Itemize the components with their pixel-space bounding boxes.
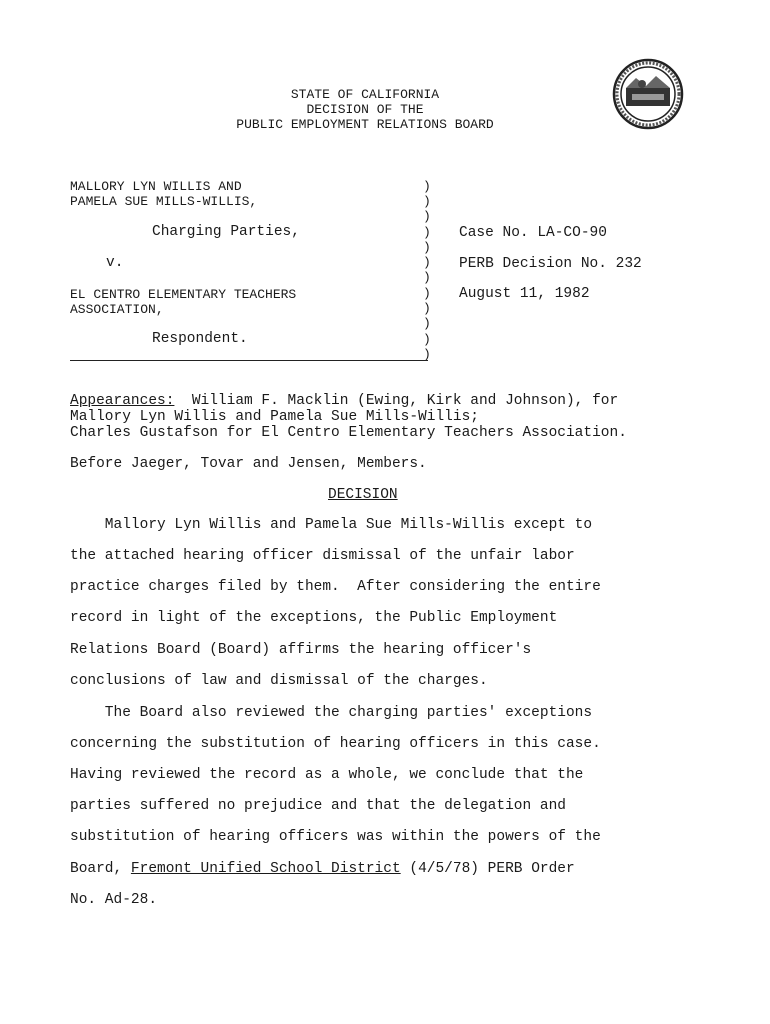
- body-line: substitution of hearing officers was within the powers of the: [70, 829, 601, 845]
- body-line-final: No. Ad-28.: [70, 892, 158, 908]
- body-line: parties suffered no prejudice and that the delegation and: [70, 798, 566, 814]
- appearances-line-3: Charles Gustafson for El Centro Elementary Teachers Association.: [70, 425, 627, 441]
- appearances-label: Appearances:: [70, 393, 175, 409]
- body-line: conclusions of law and dismissal of the charges.: [70, 673, 488, 689]
- decision-date: August 11, 1982: [459, 286, 590, 302]
- caption-paren: ): [423, 209, 431, 224]
- party2-line-1: EL CENTRO ELEMENTARY TEACHERS: [70, 287, 297, 302]
- caption-paren: ): [423, 286, 431, 301]
- caption-paren: ): [423, 332, 431, 347]
- caption-paren: ): [423, 270, 431, 285]
- caption-paren: ): [423, 194, 431, 209]
- header-line-3: PUBLIC EMPLOYMENT RELATIONS BOARD: [236, 117, 494, 132]
- caption-paren: ): [423, 316, 431, 331]
- citation-suffix: (4/5/78) PERB Order: [400, 861, 575, 877]
- party2-line-2: ASSOCIATION,: [70, 302, 164, 317]
- before-line: Before Jaeger, Tovar and Jensen, Members.: [70, 456, 427, 472]
- body-line: Relations Board (Board) affirms the hearing officer's: [70, 642, 532, 658]
- header-line-1: STATE OF CALIFORNIA: [290, 87, 440, 102]
- perb-decision-number: PERB Decision No. 232: [459, 256, 642, 272]
- appearances-text: William F. Macklin (Ewing, Kirk and Johnson), for: [174, 393, 619, 409]
- party1-line-1: MALLORY LYN WILLIS AND: [70, 179, 242, 194]
- body-line: practice charges filed by them. After considering the entire: [70, 579, 601, 595]
- caption-paren: ): [423, 347, 431, 362]
- header-line-2: DECISION OF THE: [306, 102, 424, 117]
- body-line: The Board also reviewed the charging parties' exceptions: [70, 705, 593, 721]
- caption-paren: ): [423, 301, 431, 316]
- body-line: Mallory Lyn Willis and Pamela Sue Mills-Willis except to: [70, 517, 593, 533]
- appearances-line-1: [70, 393, 618, 409]
- caption-rule: [70, 360, 428, 361]
- versus: v.: [106, 255, 124, 271]
- body-line-citation: [70, 861, 575, 877]
- caption-paren: ): [423, 255, 431, 270]
- case-number: Case No. LA-CO-90: [459, 225, 607, 241]
- case-citation: Fremont Unified School District: [130, 861, 401, 877]
- body-line: Having reviewed the record as a whole, we conclude that the: [70, 767, 584, 783]
- body-line: record in light of the exceptions, the Public Employment: [70, 610, 558, 626]
- body-line: concerning the substitution of hearing officers in this case.: [70, 736, 601, 752]
- appearances-line-2: Mallory Lyn Willis and Pamela Sue Mills-Willis;: [70, 409, 479, 425]
- caption-paren: ): [423, 225, 431, 240]
- state-seal-icon: [612, 58, 684, 130]
- party1-line-2: PAMELA SUE MILLS-WILLIS,: [70, 194, 258, 209]
- citation-prefix: Board,: [70, 861, 131, 877]
- decision-heading: DECISION: [328, 487, 398, 503]
- party2-role: Respondent.: [152, 331, 248, 347]
- body-line: the attached hearing officer dismissal of the unfair labor: [70, 548, 575, 564]
- party1-role: Charging Parties,: [152, 224, 300, 240]
- caption-paren: ): [423, 240, 431, 255]
- caption-paren: ): [423, 179, 431, 194]
